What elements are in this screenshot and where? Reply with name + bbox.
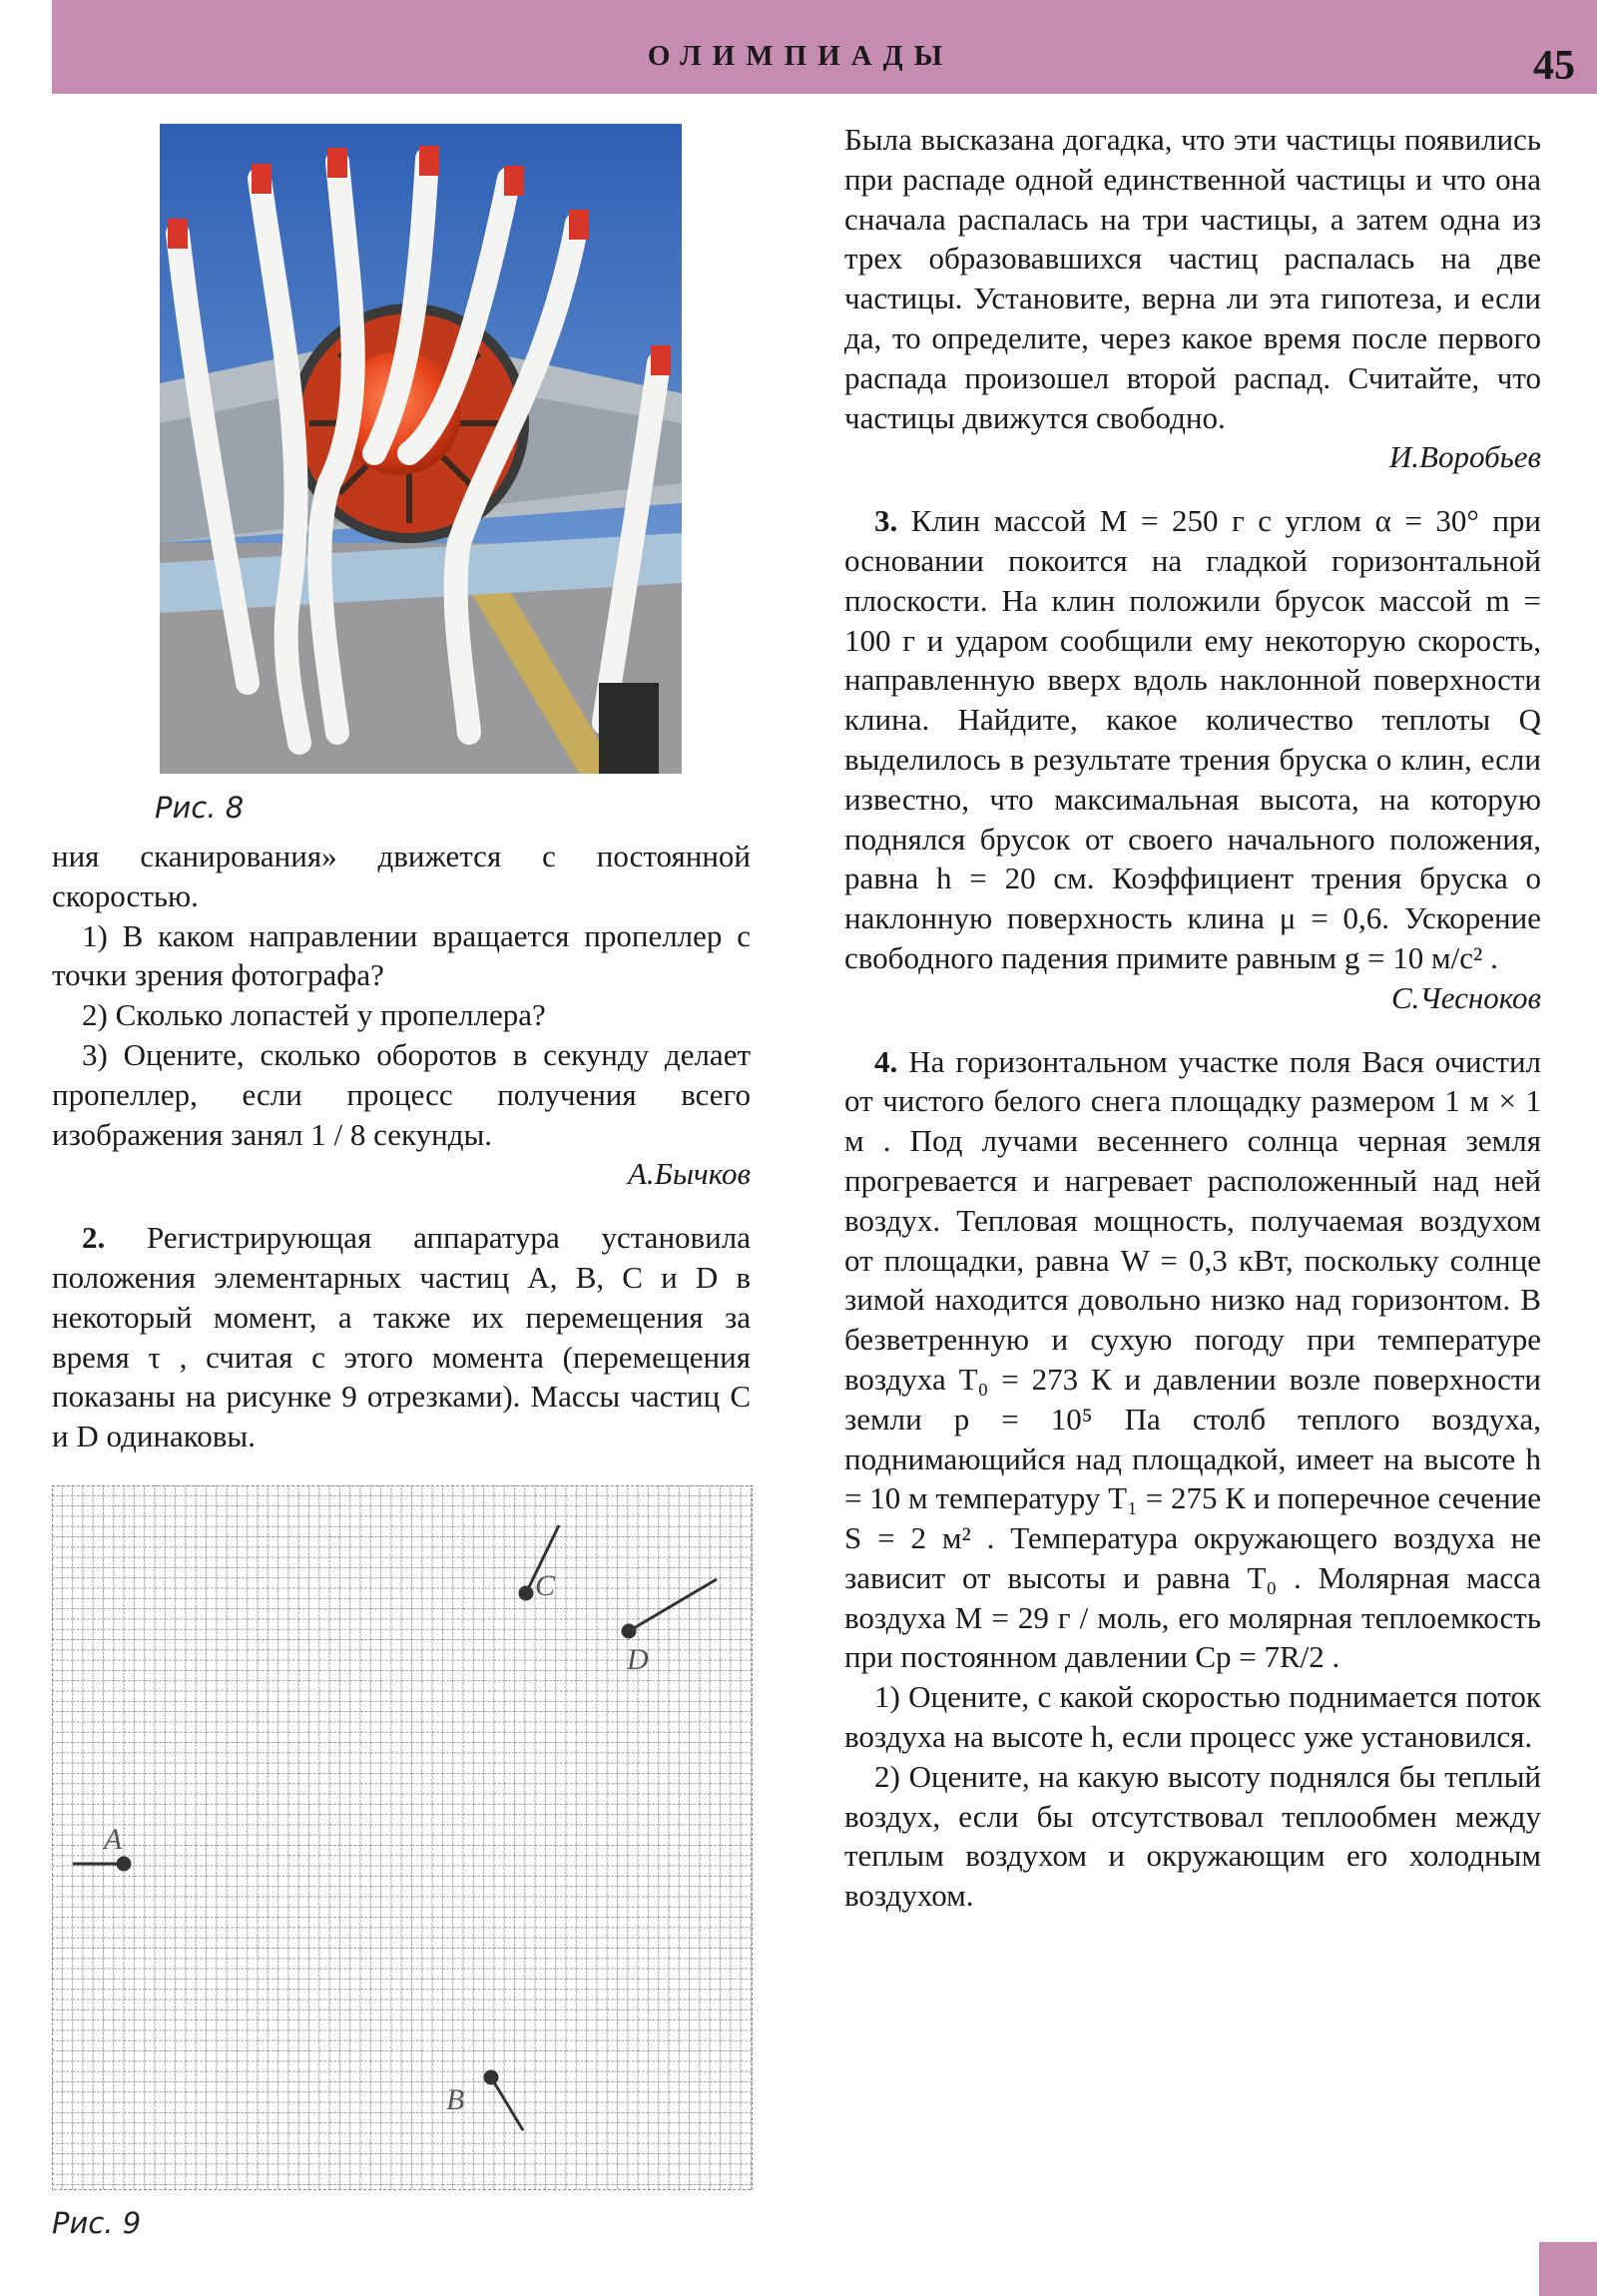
task-4-question-2: 2) Оцените, на какую высоту поднялся бы теплый воздух, если бы отсутствовал теплообмен между теплым воздухом и окружающим его холодным воздухом. — [844, 1758, 1541, 1914]
question-2: 2) Сколько лопастей у пропеллера? — [82, 997, 546, 1033]
figure9-caption: Рис. 9 — [52, 2206, 142, 2240]
task-2-text: Регистрирующая аппаратура установила положения элементарных частиц A, B, C и D в некоторый момент, а также их перемещения за время τ , считая с этого момента (перемещения показаны на рисунке 9 отрезками). Массы частиц C и D одинаковы. — [52, 1220, 751, 1454]
question-1: 1) В каком направлении вращается пропеллер с точки зрения фотографа? — [52, 917, 751, 993]
left-column — [52, 837, 751, 1456]
task-4-text: На горизонтальном участке поля Вася очистил от чистого белого снега площадку размером 1 м × 1 м . Под лучами весеннего солнца черная земля прогревается и нагревает расположенный над ней воздух. Тепловая мощность, получаемая воздухом от площадки, равна W = 0,3 кВт, поскольку солнце зимой находится довольно низко над горизонтом. В безветренную и сухую погоду при температуре воздуха T₀ = 273 К и давлении возле поверхности земли p = 10⁵ Па столб теплого воздуха, поднимающийся над площадкой, имеет на высоте h = 10 м температуру T₁ = 275 К и поперечное сечение S = 2 м² . Температура окружающего воздуха не зависит от высоты и равна T₀ . Молярная масса воздуха M = 29 г / моль, его молярная теплоемкость при постоянном давлении Cp = 7R/2 . — [844, 1043, 1542, 1675]
right-column — [844, 120, 1541, 1916]
label-c: C — [535, 1569, 556, 1602]
task-4-question-1: 1) Оцените, с какой скоростью поднимается поток воздуха на высоте h, если процесс уже установился. — [844, 1679, 1541, 1755]
particle-grid-figure — [52, 1485, 753, 2190]
task-4 — [844, 1042, 1541, 1678]
task-3-number: 3. — [874, 503, 898, 539]
label-b: B — [446, 2083, 465, 2116]
task-2 — [52, 1218, 751, 1456]
label-a: A — [104, 1823, 123, 1856]
question-3: 3) Оцените, сколько оборотов в секунду делает пропеллер, если процесс получения всего изображения занял 1 / 8 секунды. — [52, 1036, 751, 1152]
author-chesnokov: С.Чесноков — [1390, 979, 1541, 1015]
corner-strip — [1539, 2242, 1597, 2296]
page-number: 45 — [1533, 43, 1575, 89]
author-bychkov: А.Бычков — [627, 1156, 751, 1192]
task-4-number: 4. — [874, 1043, 898, 1079]
paragraph-continuation: ния сканирования» движется с постоянной скоростью. — [52, 839, 751, 913]
label-d: D — [627, 1643, 649, 1676]
section-title: ОЛИМПИАДЫ — [647, 40, 954, 72]
particle-d-dot — [623, 1625, 635, 1637]
header-band — [52, 0, 1597, 94]
figure8-caption: Рис. 8 — [155, 791, 245, 825]
author-vorobyev: И.Воробьев — [1388, 439, 1541, 475]
task-3 — [844, 501, 1541, 978]
task-2-number: 2. — [82, 1220, 106, 1256]
task-3-text: Клин массой M = 250 г с углом α = 30° при основании покоится на гладкой горизонтальной плоскости. На клин положили брусок массой m = 100 г и ударом сообщили ему некоторую скорость, направленную вверх вдоль наклонной поверхности клина. Найдите, какое количество теплоты Q выделилось в результате трения бруска о клин, если известно, что максимальная высота, на которую поднялся брусок от своего начального положения, равна h = 20 см. Коэффициент трения бруска о наклонную поверхность клина μ = 0,6. Ускорение свободного падения примите равным g = 10 м/с² . — [844, 503, 1541, 975]
particle-b-dot — [485, 2071, 497, 2083]
particle-a-dot — [118, 1858, 130, 1870]
propeller-photo — [160, 124, 682, 774]
particle-c-dot — [520, 1587, 532, 1599]
task-2-continuation: Была высказана догадка, что эти частицы появились при распаде одной единственной частицы и что она сначала распалась на три частицы, а затем одна из трех образовавшихся частиц распалась на две частицы. Установите, верна ли эта гипотеза, и если да, то определите, через какое время после первого распада произошел второй распад. Считайте, что частицы движутся свободно. — [844, 122, 1541, 435]
